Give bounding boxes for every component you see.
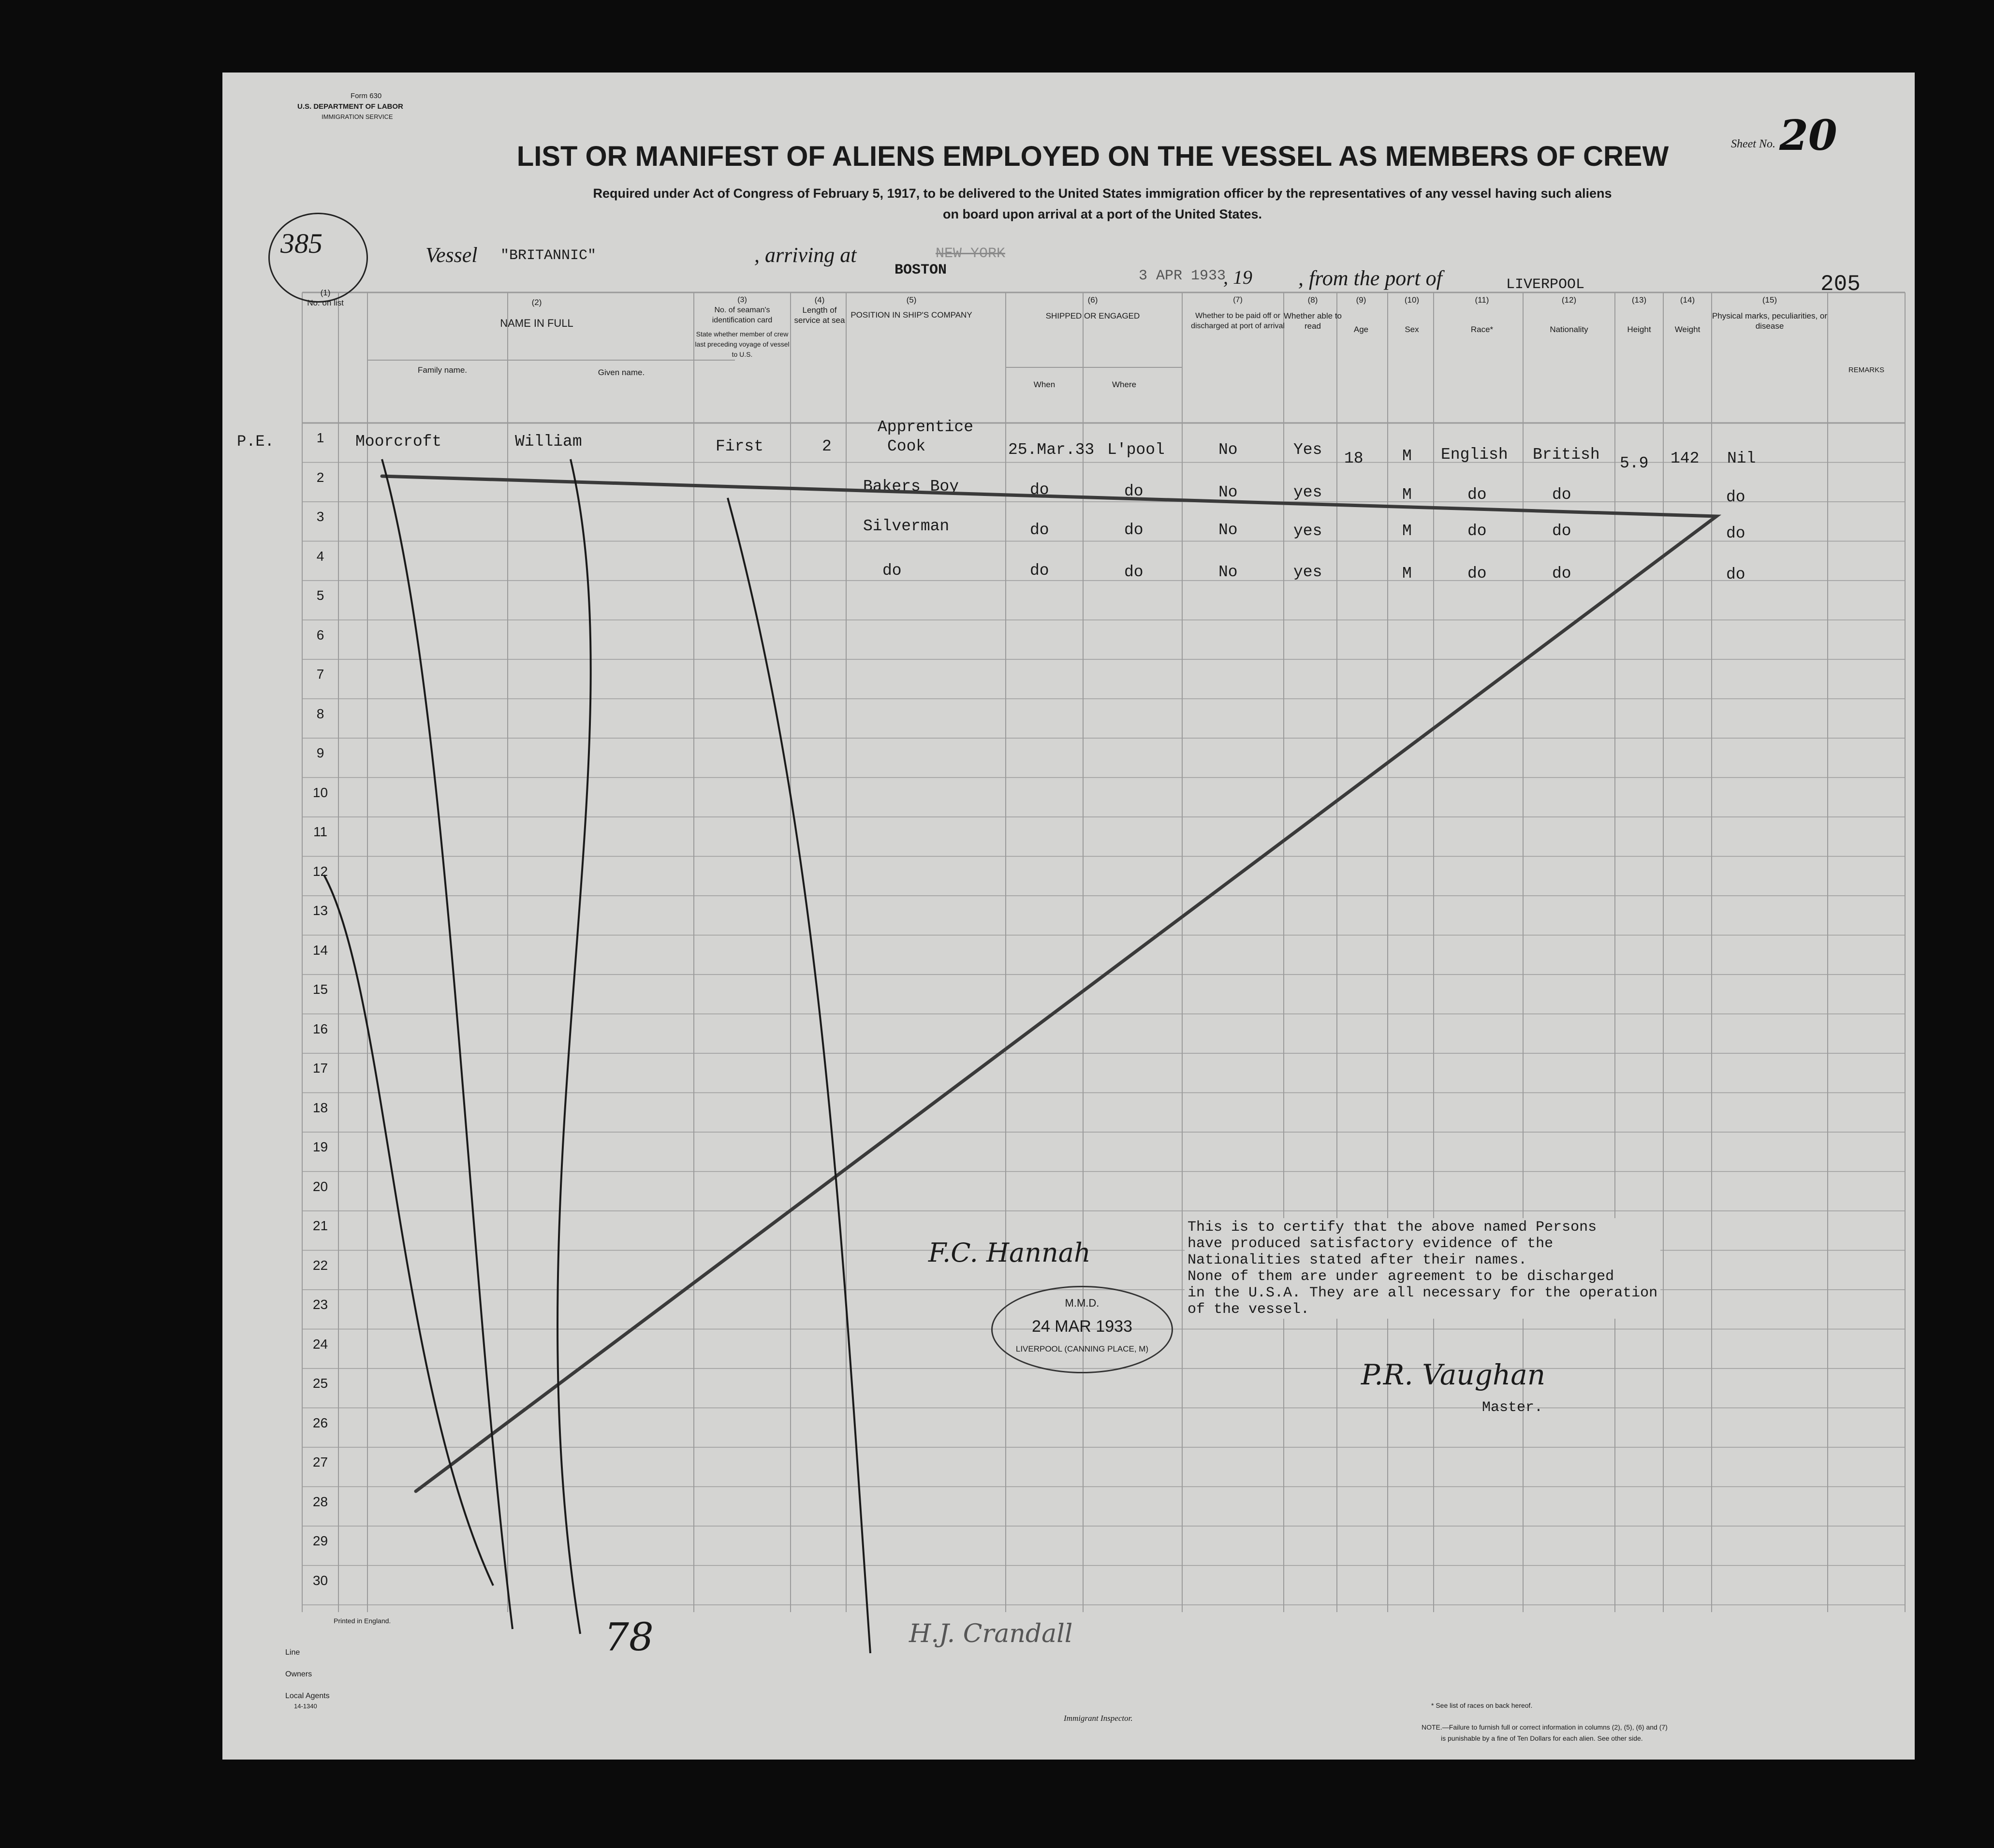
- row-number: 19: [312, 1139, 328, 1154]
- col13-num: (13): [1631, 295, 1647, 305]
- page-count: 205: [1820, 272, 1861, 297]
- row-number: 30: [312, 1572, 328, 1588]
- row-number: 17: [312, 1061, 328, 1076]
- strike-line-3: [728, 498, 870, 1653]
- departure-port: LIVERPOOL: [1506, 276, 1585, 293]
- col2-num: (2): [531, 298, 542, 307]
- row-number: 8: [316, 706, 324, 721]
- entry-sex: M: [1402, 447, 1412, 465]
- col6-num: (6): [1087, 295, 1098, 305]
- remarks-header: REMARKS: [1848, 366, 1885, 374]
- col7-num: (7): [1233, 296, 1243, 304]
- col6-label: SHIPPED OR ENGAGED: [1045, 311, 1140, 320]
- col10-label: Sex: [1405, 325, 1419, 334]
- row3-paid-off: No: [1218, 521, 1238, 539]
- race-note: * See list of races on back hereof.: [1431, 1702, 1533, 1709]
- col5-num: (5): [906, 295, 917, 305]
- col11-label: Race*: [1470, 325, 1494, 334]
- strike-bracket: [382, 476, 1716, 1491]
- arriving-label: , arriving at: [754, 243, 857, 267]
- col14-num: (14): [1680, 295, 1695, 305]
- col15-num: (15): [1762, 295, 1777, 305]
- arrival-date-stamp: 3 APR 1933: [1139, 268, 1226, 284]
- row2-when: do: [1030, 481, 1049, 499]
- row4-read: yes: [1293, 563, 1322, 581]
- strike-line-2: [557, 459, 591, 1634]
- col13-label: Height: [1627, 325, 1651, 334]
- cert-line-6: of the vessel.: [1188, 1301, 1310, 1318]
- row3-nationality: do: [1552, 522, 1571, 540]
- row-number: 21: [312, 1218, 328, 1233]
- row-number: 23: [312, 1297, 328, 1312]
- entry-when: 25.Mar.33: [1008, 441, 1095, 459]
- entry-prefix: P.E.: [237, 433, 274, 451]
- row4-when: do: [1030, 562, 1049, 580]
- arrival-port: BOSTON: [894, 262, 947, 278]
- col7-label: Whether to be paid off or discharged at port of arrival: [1191, 312, 1285, 330]
- vessel-label: Vessel: [425, 243, 478, 267]
- entry-read: Yes: [1293, 441, 1322, 459]
- entry-height: 5.9: [1620, 454, 1649, 472]
- col3-note: State whether member of crew last preceding voyage of vessel to U.S.: [695, 330, 790, 358]
- row2-sex: M: [1402, 486, 1412, 504]
- row2-position: Bakers Boy: [863, 478, 959, 495]
- col3-label: No. of seaman's identification card: [712, 306, 773, 324]
- family-name-header: Family name.: [417, 365, 468, 375]
- row-number: 12: [312, 863, 328, 879]
- stamp-bottom-text: LIVERPOOL (CANNING PLACE, M): [1015, 1344, 1149, 1353]
- owners-label: Owners: [285, 1670, 312, 1678]
- row-number: 5: [316, 588, 324, 603]
- inspector-label: Immigrant Inspector.: [1064, 1714, 1133, 1723]
- master-label: Master.: [1482, 1399, 1543, 1416]
- row-number: 14: [312, 942, 328, 958]
- entry-family-name: Moorcroft: [355, 433, 442, 451]
- shipped-when-header: When: [1033, 380, 1056, 389]
- entry-race: English: [1441, 446, 1508, 464]
- col1-label: No. on list: [307, 298, 344, 307]
- row2-paid-off: No: [1218, 483, 1238, 501]
- stamp-date: 24 MAR 1933: [1032, 1317, 1132, 1336]
- row-number: 13: [312, 903, 328, 918]
- col2-label: NAME IN FULL: [500, 317, 573, 329]
- inspector-signature: H.J. Crandall: [909, 1619, 1073, 1648]
- row3-sex: M: [1402, 522, 1412, 540]
- stamp-top-text: M.M.D.: [1065, 1297, 1100, 1309]
- given-name-header: Given name.: [598, 368, 645, 377]
- row3-read: yes: [1293, 522, 1322, 540]
- col12-label: Nationality: [1550, 325, 1588, 334]
- cert-line-2: have produced satisfactory evidence of the: [1188, 1236, 1554, 1252]
- col9-label: Age: [1353, 325, 1369, 334]
- form-code: 14-1340: [294, 1702, 317, 1710]
- col4-num: (4): [814, 295, 825, 305]
- entry-card: First: [716, 437, 764, 455]
- row-number: 10: [312, 785, 328, 800]
- row3-when: do: [1030, 521, 1049, 539]
- agent-signature: F.C. Hannah: [928, 1237, 1091, 1268]
- row3-where: do: [1124, 521, 1144, 539]
- penalty-note-line1: NOTE.—Failure to furnish full or correct information in columns (2), (5), (6) and (7): [1422, 1723, 1668, 1731]
- entry-nationality: British: [1533, 446, 1600, 464]
- entry-weight: 142: [1671, 450, 1700, 467]
- row-number: 7: [316, 667, 324, 682]
- row-number: 26: [312, 1415, 328, 1430]
- col8-num: (8): [1307, 295, 1318, 305]
- col1-num: (1): [320, 288, 331, 297]
- row4-nationality: do: [1552, 565, 1571, 582]
- cert-line-5: in the U.S.A. They are all necessary for the operation: [1188, 1285, 1658, 1301]
- cert-line-1: This is to certify that the above named Persons: [1188, 1219, 1597, 1236]
- entry-given-name: William: [515, 433, 582, 451]
- row-number: 6: [316, 627, 324, 642]
- col15-label: Physical marks, peculiarities, or disease: [1712, 311, 1828, 331]
- cert-line-3: Nationalities stated after their names.: [1188, 1252, 1527, 1268]
- col4-label: Length of service at sea: [794, 306, 845, 325]
- row-number: 2: [316, 469, 324, 485]
- col12-num: (12): [1561, 295, 1577, 305]
- col8-label: Whether able to read: [1284, 311, 1342, 331]
- vessel-name: "BRITANNIC": [500, 247, 597, 264]
- row-number: 29: [312, 1533, 328, 1548]
- row4-paid-off: No: [1218, 563, 1238, 581]
- col5-label: POSITION IN SHIP'S COMPANY: [850, 310, 972, 320]
- sheet-label: Sheet No.: [1731, 138, 1775, 150]
- penalty-note-line2: is punishable by a fine of Ten Dollars for each alien. See other side.: [1441, 1734, 1643, 1742]
- row4-race: do: [1467, 565, 1487, 582]
- row3-marks: do: [1726, 524, 1745, 542]
- row2-marks: do: [1726, 488, 1745, 506]
- row-number: 20: [312, 1179, 328, 1194]
- department-label: U.S. DEPARTMENT OF LABOR: [297, 102, 403, 111]
- row-number: 3: [316, 509, 324, 524]
- row-number: 11: [313, 824, 328, 839]
- col14-label: Weight: [1674, 325, 1701, 334]
- service-label: IMMIGRATION SERVICE: [322, 113, 393, 120]
- row3-race: do: [1467, 522, 1487, 540]
- row-number: 28: [312, 1494, 328, 1509]
- entry-paid-off: No: [1218, 441, 1238, 459]
- sheet-number: 20: [1779, 111, 1837, 160]
- row-number: 4: [316, 548, 324, 564]
- col3-num: (3): [737, 296, 747, 304]
- line-label: Line: [285, 1648, 300, 1657]
- col10-num: (10): [1404, 295, 1420, 305]
- subtitle-line2: on board upon arrival at a port of the United States.: [942, 207, 1262, 221]
- form-number: Form 630: [351, 92, 382, 100]
- subtitle-line1: Required under Act of Congress of February 5, 1917, to be delivered to the United States immigration officer by the representatives of any vessel having such aliens: [593, 186, 1612, 201]
- shipped-where-header: Where: [1112, 380, 1137, 389]
- row-number: 1: [316, 430, 324, 445]
- col11-num: (11): [1475, 295, 1489, 305]
- row4-marks: do: [1726, 566, 1745, 583]
- entry-marks: Nil: [1727, 450, 1756, 467]
- local-agents-label: Local Agents: [285, 1692, 330, 1700]
- entry-age: 18: [1344, 450, 1364, 467]
- row-number: 9: [316, 745, 324, 760]
- row-number: 27: [312, 1455, 328, 1470]
- row-number: 15: [312, 982, 328, 997]
- row2-read: yes: [1293, 483, 1322, 501]
- row3-position: Silverman: [863, 517, 950, 535]
- cert-line-4: None of them are under agreement to be discharged: [1188, 1268, 1614, 1285]
- row-number: 18: [312, 1100, 328, 1115]
- page-title: LIST OR MANIFEST OF ALIENS EMPLOYED ON THE VESSEL AS MEMBERS OF CREW: [516, 141, 1669, 172]
- row-number: 22: [312, 1257, 328, 1273]
- manifest-page: [222, 73, 1915, 1760]
- row4-where: do: [1124, 563, 1144, 581]
- entry-service: 2: [822, 437, 832, 455]
- entry-where: L'pool: [1107, 441, 1165, 459]
- row2-nationality: do: [1552, 486, 1571, 504]
- strike-line-4: [324, 875, 493, 1586]
- row-number: 24: [312, 1336, 328, 1352]
- row4-position: do: [882, 562, 902, 580]
- pencil-strike-marks: [222, 73, 1915, 1760]
- year-label: , 19: [1223, 266, 1252, 288]
- row-number: 16: [312, 1021, 328, 1036]
- from-port-label: , from the port of: [1298, 266, 1442, 290]
- margin-number: 385: [280, 228, 323, 259]
- tally-mark: 78: [604, 1615, 654, 1659]
- row-number: 25: [312, 1376, 328, 1391]
- row2-race: do: [1467, 486, 1487, 504]
- master-signature: P.R. Vaughan: [1361, 1358, 1546, 1391]
- entry-position-line2: Cook: [887, 437, 926, 455]
- row4-sex: M: [1402, 565, 1412, 582]
- entry-position-line1: Apprentice: [878, 418, 974, 436]
- arrival-port-struck: NEW YORK: [936, 246, 1006, 262]
- row2-where: do: [1124, 482, 1144, 500]
- printed-note: Printed in England.: [334, 1617, 391, 1625]
- col9-num: (9): [1356, 295, 1366, 305]
